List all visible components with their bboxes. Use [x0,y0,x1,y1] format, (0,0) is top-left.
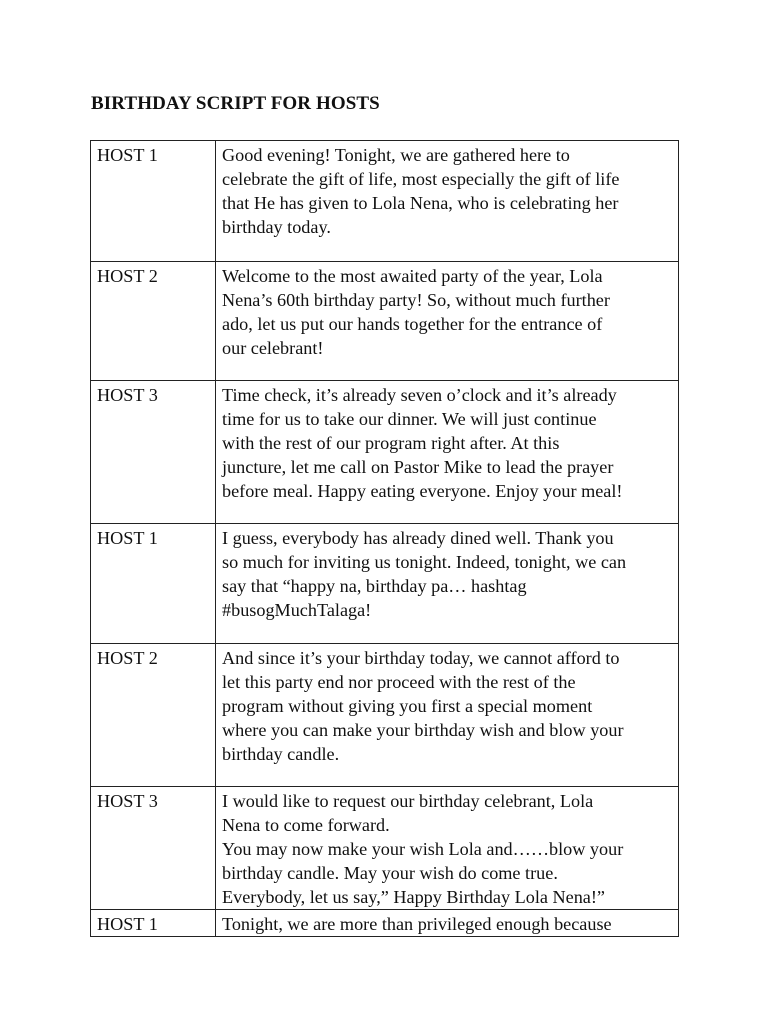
host-label: HOST 1 [91,141,216,262]
host-line: Time check, it’s already seven o’clock and it’s already time for us to take our dinner. We will just continue with the rest of our program right after. At this juncture, let me call on Pastor Mike to lead the prayer before meal. Happy eating everyone. Enjoy your meal! [216,381,679,524]
script-table [90,140,679,937]
host-line: And since it’s your birthday today, we cannot afford to let this party end nor proceed with the rest of the program without giving you first a special moment where you can make your birthday wish and blow your birthday candle. [216,644,679,787]
host-label: HOST 2 [91,644,216,787]
host-line: Welcome to the most awaited party of the year, Lola Nena’s 60th birthday party! So, without much further ado, let us put our hands together for the entrance of our celebrant! [216,262,679,381]
host-label: HOST 2 [91,262,216,381]
host-line: Tonight, we are more than privileged enough because [216,910,679,937]
host-label: HOST 1 [91,910,216,937]
script-row [91,262,679,381]
script-row [91,644,679,787]
script-row [91,787,679,910]
host-line: I would like to request our birthday celebrant, Lola Nena to come forward. You may now make your wish Lola and……blow your birthday candle. May your wish do come true. Everybody, let us say,” Happy Birthday Lola Nena!” [216,787,679,910]
script-row [91,910,679,937]
host-line: Good evening! Tonight, we are gathered here to celebrate the gift of life, most especially the gift of life that He has given to Lola Nena, who is celebrating her birthday today. [216,141,679,262]
host-label: HOST 3 [91,787,216,910]
script-row [91,524,679,644]
script-row [91,381,679,524]
host-label: HOST 1 [91,524,216,644]
script-row [91,141,679,262]
document-title: BIRTHDAY SCRIPT FOR HOSTS [91,93,380,114]
host-line: I guess, everybody has already dined well. Thank you so much for inviting us tonight. Indeed, tonight, we can say that “happy na, birthday pa… hashtag #busogMuchTalaga! [216,524,679,644]
host-label: HOST 3 [91,381,216,524]
